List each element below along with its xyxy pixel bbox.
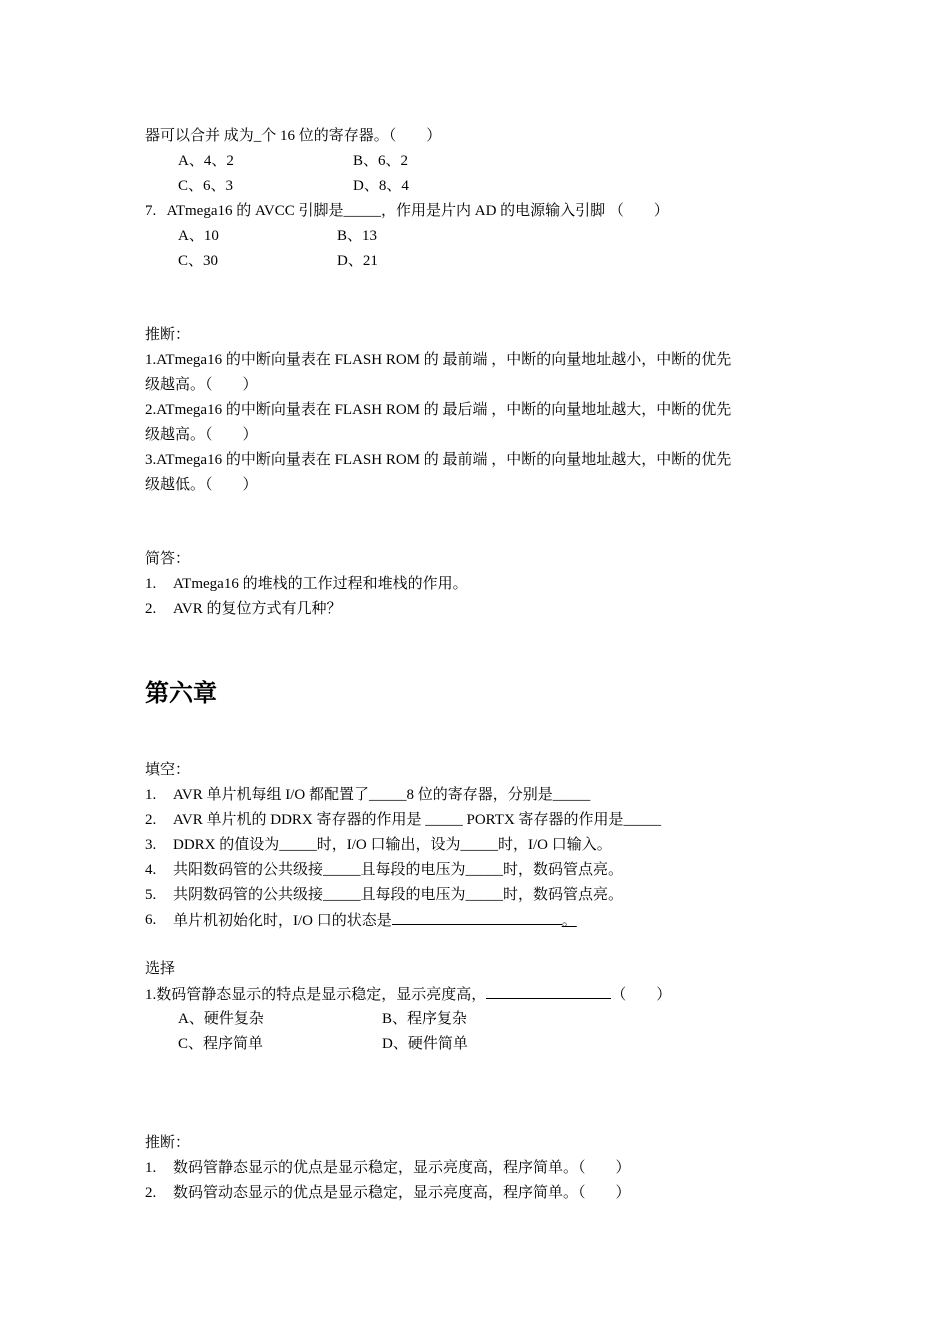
answer-blank <box>486 984 611 999</box>
judge-item-text: 数码管静态显示的优点是显示稳定，显示亮度高，程序简单。（ ） <box>173 1160 631 1176</box>
fill-item-6: 单片机初始化时，I/O 口的状态是 。 <box>173 910 577 931</box>
fill-item-2: AVR 单片机的 DDRX 寄存器的作用是 _____ PORTX 寄存器的作用是_____ <box>173 812 662 828</box>
fill-item-1: AVR 单片机每组 I/O 都配置了_____8 位的寄存器，分别是_____ <box>173 787 591 803</box>
judge-item-2-line1: 2.ATmega16 的中断向量表在 FLASH ROM 的 最后端 ，中断的向量地址越大，中断的优先 <box>145 402 732 418</box>
option-b: B、程序复杂 <box>382 1011 468 1027</box>
short-item-text: ATmega16 的堆栈的工作过程和堆栈的作用。 <box>173 576 468 592</box>
option-a: A、硬件复杂 <box>178 1011 264 1027</box>
fill-item-5: 共阴数码管的公共级接_____且每段的电压为_____时，数码管点亮。 <box>173 887 624 903</box>
fill-item-number: 3. <box>145 837 157 853</box>
option-c: C、6、3 <box>178 178 234 194</box>
fill-item-3: DDRX 的值设为_____时，I/O 口输出，设为_____时，I/O 口输入。 <box>173 837 612 853</box>
option-b: B、6、2 <box>353 153 409 169</box>
question-6-tail: 器可以合并 成为_个 16 位的寄存器。（ ） <box>145 128 442 144</box>
option-d: D、硬件简单 <box>382 1036 468 1052</box>
question-7: 7. ATmega16 的 AVCC 引脚是_____，作用是片内 AD 的电源输入引脚 （ ） <box>145 203 669 219</box>
choice-section-title: 选择 <box>145 961 176 977</box>
fill-item-number: 5. <box>145 887 157 903</box>
fill-item-4: 共阳数码管的公共级接_____且每段的电压为_____时，数码管点亮。 <box>173 862 624 878</box>
option-a: A、4、2 <box>178 153 234 169</box>
option-a: A、10 <box>178 228 219 244</box>
judge-item-2-line2: 级越高。（ ） <box>145 427 258 443</box>
judge-section-title: 推断： <box>145 1135 191 1151</box>
fill-section-title: 填空： <box>145 762 191 778</box>
judge-item-text: 数码管动态显示的优点是显示稳定，显示亮度高，程序简单。（ ） <box>173 1185 631 1201</box>
short-item-text: AVR 的复位方式有几种？ <box>173 601 342 617</box>
choice-question-1: 1.数码管静态显示的特点是显示稳定，显示亮度高， （ ） <box>145 984 671 1004</box>
short-item-number: 2. <box>145 601 157 617</box>
answer-blank <box>392 910 562 925</box>
option-d: D、8、4 <box>353 178 409 194</box>
fill-item-number: 2. <box>145 812 157 828</box>
judge-item-3-line2: 级越低。（ ） <box>145 477 258 493</box>
judge-item-number: 2. <box>145 1185 157 1201</box>
option-c: C、30 <box>178 253 219 269</box>
short-item-number: 1. <box>145 576 157 592</box>
judge-item-number: 1. <box>145 1160 157 1176</box>
option-d: D、21 <box>337 253 378 269</box>
option-c: C、程序简单 <box>178 1036 264 1052</box>
fill-item-number: 4. <box>145 862 157 878</box>
judge-item-3-line1: 3.ATmega16 的中断向量表在 FLASH ROM 的 最前端 ，中断的向量地址越大，中断的优先 <box>145 452 732 468</box>
judge-item-1-line2: 级越高。（ ） <box>145 377 258 393</box>
option-b: B、13 <box>337 228 378 244</box>
short-answer-title: 简答： <box>145 551 191 567</box>
fill-item-number: 6. <box>145 912 157 928</box>
judge-section-title: 推断： <box>145 327 191 343</box>
judge-item-1-line1: 1.ATmega16 的中断向量表在 FLASH ROM 的 最前端 ，中断的向量地址越小，中断的优先 <box>145 352 732 368</box>
fill-item-number: 1. <box>145 787 157 803</box>
chapter-title: 第六章 <box>145 679 217 707</box>
